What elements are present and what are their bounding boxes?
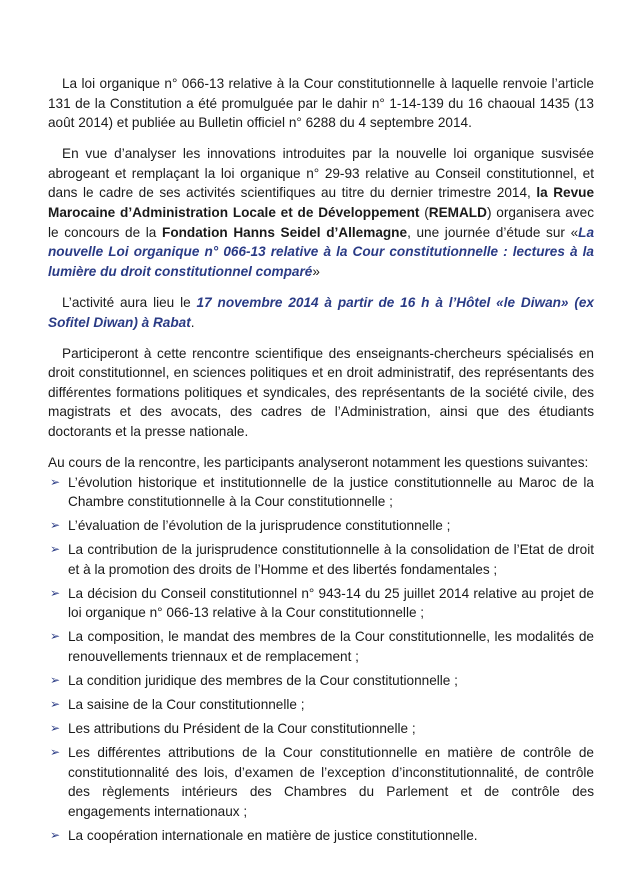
text-segment: ( (419, 205, 429, 221)
topics-intro-text: Au cours de la rencontre, les participants analyseront notamment les questions suivantes: (48, 455, 589, 471)
arrow-bullet-icon: ➢ (50, 585, 61, 600)
text-segment: ) organisera avec le concours de la (48, 205, 594, 240)
topics-list (48, 473, 594, 846)
topic-item (48, 695, 594, 715)
arrow-bullet-icon: ➢ (50, 542, 61, 557)
topic-item (48, 473, 594, 512)
text-segment: » (312, 263, 320, 279)
topic-item (48, 826, 594, 846)
arrow-bullet-icon: ➢ (50, 720, 61, 735)
topic-item (48, 516, 594, 536)
remald-acronym: REMALD (428, 205, 487, 221)
paragraph-study-day (48, 144, 594, 281)
topic-text: La contribution de la jurisprudence constitutionnelle à la consolidation de l’Etat de droit et à la promotion des droits de l’Homme et des libertés fondamentales ; (68, 542, 594, 577)
topic-text: Les différentes attributions de la Cour constitutionnelle en matière de contrôle de constitutionnalité des lois, d’examen de l’exception d’inconstitutionnalité, de contrôle des règlements intérieurs des Chambres du Parlement et de contrôle des engagements internationaux ; (68, 744, 594, 819)
topic-item (48, 584, 594, 623)
paragraph-participants (48, 344, 594, 442)
arrow-bullet-icon: ➢ (50, 518, 61, 533)
topic-item (48, 719, 594, 739)
topic-text: La coopération internationale en matière de justice constitutionnelle. (68, 827, 478, 843)
topic-text: La saisine de la Cour constitutionnelle ; (68, 696, 305, 712)
text-segment: L’activité aura lieu le (62, 294, 197, 310)
event-date-venue: 17 novembre 2014 à partir de 16 h à l’Hôtel «le Diwan» (ex Sofitel Diwan) à Rabat (48, 294, 594, 330)
document-page (48, 74, 594, 850)
text-segment: En vue d’analyser les innovations introduites par la nouvelle loi organique susvisée abrogeant et remplaçant la loi organique n° 29-93 relative au Conseil constitutionnel, et dans le cadre de ses activités scientifiques au titre du dernier trimestre 2014, (48, 146, 594, 201)
topic-text: La décision du Conseil constitutionnel n° 943-14 du 25 juillet 2014 relative au projet de loi organique n° 066-13 relative à la Cour constitutionnelle ; (68, 585, 594, 621)
topic-item (48, 627, 594, 666)
topic-text: L’évaluation de l’évolution de la jurisprudence constitutionnelle ; (68, 518, 451, 534)
arrow-bullet-icon: ➢ (50, 827, 61, 842)
text-segment: , une journée d’étude sur « (407, 224, 579, 240)
topic-text: La condition juridique des membres de la Cour constitutionnelle ; (68, 672, 458, 688)
topic-text: La composition, le mandat des membres de la Cour constitutionnelle, les modalités de renouvellements triennaux et de remplacement ; (68, 629, 594, 664)
paragraph-law-promulgation (48, 74, 594, 133)
paragraph-venue (48, 293, 594, 332)
arrow-bullet-icon: ➢ (50, 672, 61, 687)
arrow-bullet-icon: ➢ (50, 744, 61, 759)
paragraph-text: La loi organique n° 066-13 relative à la Cour constitutionnelle à laquelle renvoie l’article 131 de la Constitution a été promulguée par le dahir n° 1-14-139 du 16 chaoual 1435 (13 août 2014) et publiée au Bulletin officiel n° 6288 du 4 septembre 2014. (48, 76, 594, 131)
arrow-bullet-icon: ➢ (50, 696, 61, 711)
text-segment: . (190, 314, 195, 330)
topic-text: Les attributions du Président de la Cour constitutionnelle ; (68, 720, 416, 736)
topic-item (48, 743, 594, 821)
topic-text: L’évolution historique et institutionnelle de la justice constitutionnelle au Maroc de la Chambre constitutionnelle à la Cour constitutionnelle ; (68, 474, 594, 510)
remald-name: la Revue Marocaine d’Administration Locale et de Développement (48, 185, 595, 221)
study-day-title: La nouvelle Loi organique n° 066-13 relative à la Cour constitutionnelle : lectures à la lumière du droit constitutionnel comparé (48, 224, 595, 279)
topic-item (48, 671, 594, 691)
foundation-name: Fondation Hanns Seidel d’Allemagne (162, 224, 408, 240)
arrow-bullet-icon: ➢ (50, 629, 61, 644)
arrow-bullet-icon: ➢ (50, 474, 61, 489)
paragraph-text: Participeront à cette rencontre scientifique des enseignants-chercheurs spécialisés en droit constitutionnel, en sciences politiques et en droit administratif, des représentants des différentes formations politiques et syndicales, des représentants de la société civile, des magistrats et des avocats, des cadres de l’Administration, ainsi que des étudiants doctorants et la presse nationale. (48, 345, 594, 439)
topic-item (48, 540, 594, 579)
topics-intro (48, 453, 594, 473)
